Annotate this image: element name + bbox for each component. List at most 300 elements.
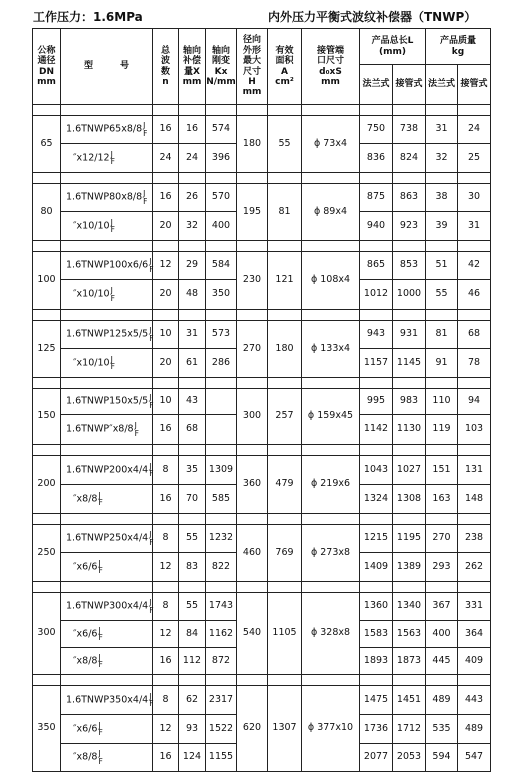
length-welded-cell: 1873 [393, 648, 426, 675]
length-welded-cell: 923 [393, 212, 426, 241]
length-welded-cell: 1145 [393, 349, 426, 378]
model-text: ″x6/6 [73, 628, 98, 640]
length-welded-cell: 1563 [393, 621, 426, 648]
length-flange-cell: 995 [360, 389, 393, 415]
model-suffix [149, 531, 153, 545]
mass-welded-cell: 42 [458, 252, 491, 280]
mass-welded-cell: 103 [458, 415, 491, 445]
suffix-bottom: F [98, 633, 103, 642]
mass-flange-cell: 367 [426, 593, 458, 621]
model-suffix [98, 560, 102, 574]
model-text: ″x10/10 [73, 289, 110, 300]
axial-comp-cell: 55 [179, 525, 206, 553]
length-welded-cell: 1000 [393, 280, 426, 310]
mass-flange-cell: 91 [426, 349, 458, 378]
mass-flange-cell: 151 [426, 456, 458, 485]
table-row [33, 389, 491, 415]
mass-flange-cell: 81 [426, 321, 458, 349]
area-cell: 1307 [268, 686, 302, 772]
outer-dim-cell: 300 [237, 389, 268, 445]
model-cell [61, 280, 153, 310]
axial-comp-cell: 112 [179, 648, 206, 675]
mass-welded-cell: 94 [458, 389, 491, 415]
length-flange-cell: 1215 [360, 525, 393, 553]
dn-cell: 100 [33, 252, 61, 310]
mass-flange-cell: 163 [426, 485, 458, 514]
area-cell: 479 [268, 456, 302, 514]
suffix-top: J [98, 558, 101, 568]
suffix-top: J [149, 691, 152, 701]
pipe-cell: ϕ 133x4 [302, 321, 360, 378]
outer-dim-cell: 460 [237, 525, 268, 582]
suffix-bottom: F [149, 264, 154, 274]
outer-dim-cell: 360 [237, 456, 268, 514]
area-cell: 769 [268, 525, 302, 582]
model-suffix [149, 327, 153, 341]
waves-cell: 12 [153, 621, 179, 648]
axial-comp-cell: 26 [179, 184, 206, 212]
model-text: 1.6TNWP350x4/4 [66, 694, 149, 706]
length-flange-cell: 1475 [360, 686, 393, 715]
mass-flange-cell: 110 [426, 389, 458, 415]
axial-comp-cell: 62 [179, 686, 206, 715]
length-welded-cell: 738 [393, 116, 426, 144]
mass-welded-cell: 25 [458, 144, 491, 173]
model-text: 1.6TNWP125x5/5 [66, 329, 149, 340]
length-welded-cell: 1195 [393, 525, 426, 553]
model-suffix [98, 654, 102, 668]
axial-stiff-cell [206, 415, 237, 445]
suffix-bottom: F [110, 157, 115, 166]
length-welded-cell: 1130 [393, 415, 426, 445]
group-separator [33, 173, 491, 184]
axial-stiff-cell: 1155 [206, 744, 237, 772]
length-flange-cell: 865 [360, 252, 393, 280]
waves-cell: 10 [153, 389, 179, 415]
mass-flange-cell: 270 [426, 525, 458, 553]
model-suffix [149, 258, 153, 272]
axial-stiff-cell: 1232 [206, 525, 237, 553]
waves-cell: 16 [153, 648, 179, 675]
length-flange-cell: 1360 [360, 593, 393, 621]
waves-cell: 24 [153, 144, 179, 173]
length-flange-cell: 1142 [360, 415, 393, 445]
axial-comp-cell: 124 [179, 744, 206, 772]
length-flange-cell: 940 [360, 212, 393, 241]
axial-stiff-cell: 1309 [206, 456, 237, 485]
mass-welded-cell: 46 [458, 280, 491, 310]
mass-flange-cell: 32 [426, 144, 458, 173]
mass-flange-cell: 594 [426, 744, 458, 772]
model-suffix [111, 356, 115, 370]
spec-table [32, 28, 491, 772]
length-welded-cell: 1027 [393, 456, 426, 485]
model-text: ″x8/8 [73, 752, 98, 763]
pipe-cell: ϕ 377x10 [302, 686, 360, 772]
waves-cell: 20 [153, 349, 179, 378]
model-suffix [143, 190, 147, 204]
table-row [33, 686, 491, 715]
length-flange-cell: 836 [360, 144, 393, 173]
length-flange-cell: 1409 [360, 553, 393, 582]
model-cell [61, 648, 153, 675]
length-welded-cell: 1308 [393, 485, 426, 514]
waves-cell: 16 [153, 116, 179, 144]
suffix-bottom: F [149, 400, 154, 410]
suffix-top: J [134, 421, 137, 431]
length-flange-cell: 943 [360, 321, 393, 349]
model-text: ″x8/8 [73, 493, 98, 505]
waves-cell: 16 [153, 184, 179, 212]
group-separator [33, 241, 491, 252]
waves-cell: 8 [153, 525, 179, 553]
col-length: 产品总长L (mm) [360, 29, 426, 65]
length-welded-cell: 853 [393, 252, 426, 280]
suffix-top: J [149, 530, 152, 540]
axial-stiff-cell: 574 [206, 116, 237, 144]
suffix-bottom: F [134, 428, 139, 438]
col-mass-welded: 接管式 [458, 65, 491, 105]
outer-dim-cell: 270 [237, 321, 268, 378]
axial-comp-cell: 16 [179, 116, 206, 144]
mass-flange-cell: 31 [426, 116, 458, 144]
area-cell: 180 [268, 321, 302, 378]
length-flange-cell: 1736 [360, 715, 393, 744]
waves-cell: 10 [153, 321, 179, 349]
group-separator [33, 675, 491, 686]
model-cell [61, 144, 153, 173]
model-cell [61, 553, 153, 582]
axial-comp-cell: 83 [179, 553, 206, 582]
mass-flange-cell: 489 [426, 686, 458, 715]
axial-stiff-cell: 822 [206, 553, 237, 582]
axial-stiff-cell: 570 [206, 184, 237, 212]
table-row [33, 593, 491, 621]
model-text: 1.6TNWP″x8/8 [66, 424, 134, 435]
axial-stiff-cell: 286 [206, 349, 237, 378]
model-suffix [149, 693, 153, 707]
length-welded-cell: 2053 [393, 744, 426, 772]
suffix-bottom: F [149, 537, 154, 547]
model-cell [61, 525, 153, 553]
suffix-top: J [149, 326, 152, 336]
model-cell [61, 321, 153, 349]
table-title: 内外压力平衡式波纹补偿器（TNWP） [268, 10, 477, 24]
length-flange-cell: 1012 [360, 280, 393, 310]
mass-welded-cell: 31 [458, 212, 491, 241]
waves-cell: 12 [153, 553, 179, 582]
model-cell [61, 116, 153, 144]
suffix-bottom: F [110, 293, 115, 303]
suffix-top: J [143, 189, 146, 199]
axial-comp-cell: 32 [179, 212, 206, 241]
axial-comp-cell: 70 [179, 485, 206, 514]
col-length-flange: 法兰式 [360, 65, 393, 105]
length-welded-cell: 824 [393, 144, 426, 173]
area-cell: 81 [268, 184, 302, 241]
mass-flange-cell: 51 [426, 252, 458, 280]
mass-flange-cell: 445 [426, 648, 458, 675]
dn-cell: 65 [33, 116, 61, 173]
length-flange-cell: 1583 [360, 621, 393, 648]
table-row [33, 525, 491, 553]
axial-stiff-cell: 573 [206, 321, 237, 349]
suffix-top: J [149, 393, 152, 403]
suffix-bottom: F [149, 605, 154, 615]
pipe-cell: ϕ 328x8 [302, 593, 360, 675]
model-cell [61, 349, 153, 378]
length-welded-cell: 983 [393, 389, 426, 415]
suffix-top: J [110, 286, 113, 296]
pipe-cell: ϕ 73x4 [302, 116, 360, 173]
length-welded-cell: 931 [393, 321, 426, 349]
suffix-bottom: F [98, 728, 103, 737]
model-suffix [149, 599, 153, 613]
mass-flange-cell: 400 [426, 621, 458, 648]
area-cell: 1105 [268, 593, 302, 675]
suffix-top: J [110, 217, 113, 227]
length-flange-cell: 1893 [360, 648, 393, 675]
mass-welded-cell: 238 [458, 525, 491, 553]
group-separator [33, 310, 491, 321]
suffix-top: J [110, 149, 113, 159]
suffix-bottom: F [98, 498, 103, 507]
col-pipe: 接管端 口尺寸 d₀xS mm [302, 29, 360, 105]
axial-stiff-cell: 1522 [206, 715, 237, 744]
length-welded-cell: 1389 [393, 553, 426, 582]
area-cell: 257 [268, 389, 302, 445]
area-cell: 55 [268, 116, 302, 173]
axial-comp-cell: 48 [179, 280, 206, 310]
length-welded-cell: 1451 [393, 686, 426, 715]
table-row [33, 184, 491, 212]
mass-welded-cell: 364 [458, 621, 491, 648]
dn-cell: 300 [33, 593, 61, 675]
suffix-top: J [98, 720, 101, 730]
model-cell [61, 212, 153, 241]
model-text: ″x12/12 [73, 152, 110, 164]
waves-cell: 20 [153, 212, 179, 241]
axial-comp-cell: 35 [179, 456, 206, 485]
mass-welded-cell: 547 [458, 744, 491, 772]
model-cell [61, 389, 153, 415]
suffix-bottom: F [98, 660, 103, 669]
col-mass: 产品质量 kg [426, 29, 491, 65]
suffix-top: J [98, 749, 101, 759]
dn-cell: 80 [33, 184, 61, 241]
table-row [33, 321, 491, 349]
col-model: 型 号 [61, 29, 153, 105]
group-separator [33, 445, 491, 456]
axial-stiff-cell: 1162 [206, 621, 237, 648]
pipe-cell: ϕ 159x45 [302, 389, 360, 445]
axial-comp-cell: 93 [179, 715, 206, 744]
outer-dim-cell: 540 [237, 593, 268, 675]
model-text: 1.6TNWP100x6/6 [66, 260, 149, 271]
group-separator [33, 514, 491, 525]
axial-stiff-cell: 400 [206, 212, 237, 241]
axial-comp-cell: 43 [179, 389, 206, 415]
col-mass-flange: 法兰式 [426, 65, 458, 105]
suffix-top: J [149, 257, 152, 267]
model-text: 1.6TNWP150x5/5 [66, 396, 149, 407]
suffix-top: J [149, 461, 152, 471]
model-suffix [143, 122, 147, 136]
waves-cell: 16 [153, 485, 179, 514]
outer-dim-cell: 620 [237, 686, 268, 772]
table-row [33, 252, 491, 280]
suffix-bottom: F [149, 333, 154, 343]
col-axial-comp: 轴向 补偿 量X mm [179, 29, 206, 105]
length-flange-cell: 1324 [360, 485, 393, 514]
axial-stiff-cell [206, 389, 237, 415]
pipe-cell: ϕ 273x8 [302, 525, 360, 582]
model-text: 1.6TNWP200x4/4 [66, 464, 149, 476]
model-suffix [149, 463, 153, 477]
length-welded-cell: 1340 [393, 593, 426, 621]
suffix-bottom: F [110, 225, 115, 234]
model-text: 1.6TNWP80x8/8 [66, 192, 143, 203]
dn-cell: 350 [33, 686, 61, 772]
model-text: ″x10/10 [73, 220, 110, 232]
axial-stiff-cell: 584 [206, 252, 237, 280]
waves-cell: 8 [153, 456, 179, 485]
suffix-bottom: F [149, 469, 154, 478]
axial-stiff-cell: 350 [206, 280, 237, 310]
mass-welded-cell: 489 [458, 715, 491, 744]
mass-flange-cell: 39 [426, 212, 458, 241]
outer-dim-cell: 180 [237, 116, 268, 173]
mass-welded-cell: 443 [458, 686, 491, 715]
dn-cell: 150 [33, 389, 61, 445]
pipe-cell: ϕ 219x6 [302, 456, 360, 514]
dn-cell: 200 [33, 456, 61, 514]
mass-welded-cell: 30 [458, 184, 491, 212]
model-cell [61, 485, 153, 514]
axial-stiff-cell: 1743 [206, 593, 237, 621]
col-length-welded: 接管式 [393, 65, 426, 105]
dn-cell: 125 [33, 321, 61, 378]
mass-welded-cell: 409 [458, 648, 491, 675]
outer-dim-cell: 195 [237, 184, 268, 241]
axial-comp-cell: 68 [179, 415, 206, 445]
mass-welded-cell: 148 [458, 485, 491, 514]
mass-welded-cell: 24 [458, 116, 491, 144]
waves-cell: 8 [153, 686, 179, 715]
model-suffix [98, 750, 102, 764]
model-cell [61, 715, 153, 744]
working-pressure-label: 工作压力：1.6MPa [33, 10, 143, 24]
model-cell [61, 252, 153, 280]
model-cell [61, 686, 153, 715]
suffix-top: J [98, 652, 101, 662]
length-welded-cell: 863 [393, 184, 426, 212]
model-suffix [98, 627, 102, 641]
table-body [33, 116, 491, 772]
mass-flange-cell: 293 [426, 553, 458, 582]
suffix-top: J [149, 598, 152, 608]
length-flange-cell: 750 [360, 116, 393, 144]
mass-flange-cell: 119 [426, 415, 458, 445]
model-suffix [98, 722, 102, 736]
col-area: 有效 面积 A cm² [268, 29, 302, 105]
group-separator [33, 378, 491, 389]
length-flange-cell: 875 [360, 184, 393, 212]
model-cell [61, 621, 153, 648]
model-text: 1.6TNWP65x8/8 [66, 124, 143, 135]
axial-comp-cell: 84 [179, 621, 206, 648]
model-text: ″x8/8 [73, 655, 98, 667]
outer-dim-cell: 230 [237, 252, 268, 310]
mass-welded-cell: 331 [458, 593, 491, 621]
model-text: ″x6/6 [73, 723, 98, 735]
suffix-top: J [110, 354, 113, 364]
axial-comp-cell: 31 [179, 321, 206, 349]
group-separator [33, 582, 491, 593]
mass-flange-cell: 55 [426, 280, 458, 310]
model-suffix [135, 422, 139, 436]
suffix-top: J [98, 490, 101, 500]
model-cell [61, 184, 153, 212]
axial-comp-cell: 61 [179, 349, 206, 378]
model-text: 1.6TNWP250x4/4 [66, 533, 149, 544]
length-flange-cell: 1043 [360, 456, 393, 485]
waves-cell: 16 [153, 744, 179, 772]
col-waves: 总 波 数 n [153, 29, 179, 105]
pipe-cell: ϕ 108x4 [302, 252, 360, 310]
length-flange-cell: 1157 [360, 349, 393, 378]
suffix-bottom: F [98, 566, 103, 575]
axial-stiff-cell: 2317 [206, 686, 237, 715]
suffix-bottom: F [98, 756, 103, 766]
axial-comp-cell: 55 [179, 593, 206, 621]
table-row [33, 116, 491, 144]
col-axial-stiff: 轴向 刚变 Kx N/mm [206, 29, 237, 105]
model-suffix [111, 151, 115, 165]
axial-comp-cell: 24 [179, 144, 206, 173]
suffix-bottom: F [149, 699, 154, 708]
axial-stiff-cell: 585 [206, 485, 237, 514]
waves-cell: 8 [153, 593, 179, 621]
waves-cell: 16 [153, 415, 179, 445]
pipe-cell: ϕ 89x4 [302, 184, 360, 241]
axial-stiff-cell: 396 [206, 144, 237, 173]
mass-flange-cell: 38 [426, 184, 458, 212]
mass-welded-cell: 68 [458, 321, 491, 349]
model-suffix [111, 287, 115, 301]
axial-comp-cell: 29 [179, 252, 206, 280]
waves-cell: 12 [153, 252, 179, 280]
model-suffix [149, 394, 153, 408]
model-cell [61, 415, 153, 445]
suffix-bottom: F [143, 128, 148, 138]
suffix-bottom: F [110, 362, 115, 371]
col-dn: 公称 通径 DN mm [33, 29, 61, 105]
length-welded-cell: 1712 [393, 715, 426, 744]
model-cell [61, 593, 153, 621]
waves-cell: 12 [153, 715, 179, 744]
dn-cell: 250 [33, 525, 61, 582]
axial-stiff-cell: 872 [206, 648, 237, 675]
mass-welded-cell: 131 [458, 456, 491, 485]
mass-welded-cell: 262 [458, 553, 491, 582]
suffix-top: J [143, 121, 146, 131]
model-cell [61, 744, 153, 772]
mass-welded-cell: 78 [458, 349, 491, 378]
suffix-top: J [98, 625, 101, 635]
length-flange-cell: 2077 [360, 744, 393, 772]
model-text: ″x10/10 [73, 357, 110, 369]
